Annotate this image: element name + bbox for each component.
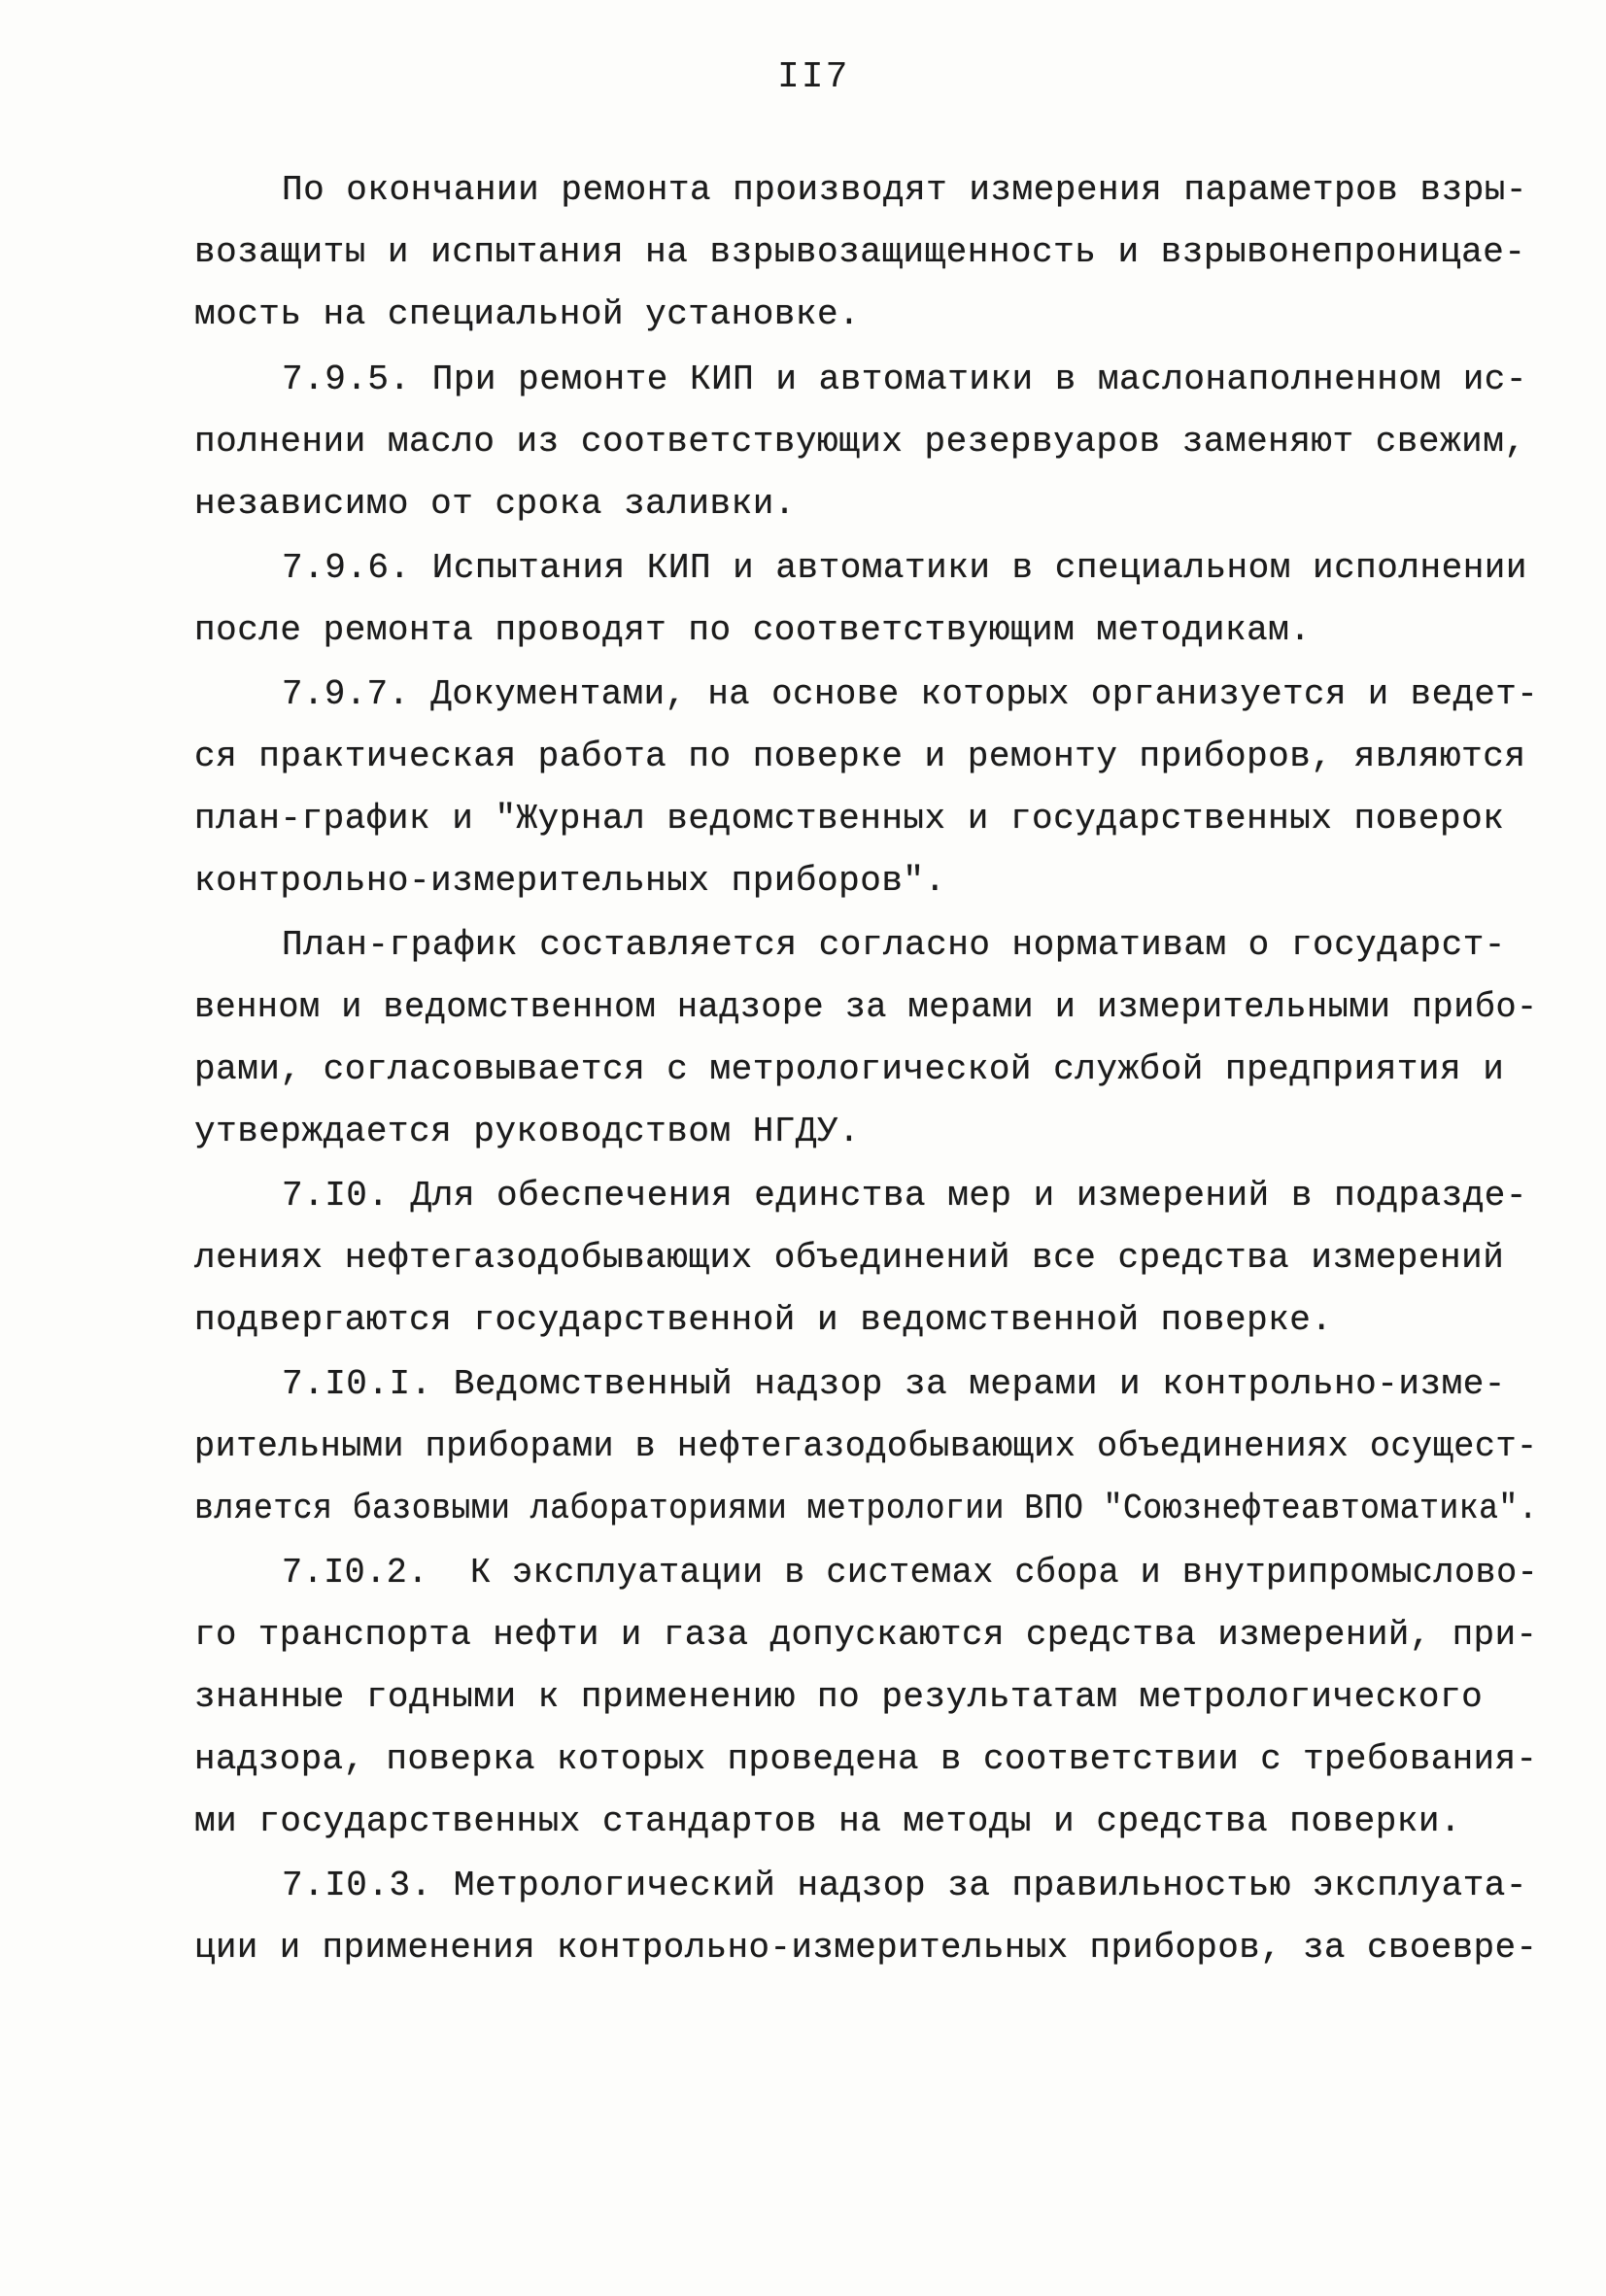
page-number: II7 <box>777 56 850 98</box>
text-line: ции и применения контрольно-измерительных приборов, за своевре- <box>194 1928 1538 1968</box>
text-line: 7.9.6. Испытания КИП и автоматики в специальном исполнении <box>282 548 1528 588</box>
text-line: рами, согласовывается с метрологической службой предприятия и <box>194 1049 1505 1089</box>
text-line: надзора, поверка которых проведена в соответствии с требования- <box>194 1739 1538 1779</box>
text-line: ми государственных стандартов на методы и средства поверки. <box>194 1801 1462 1841</box>
text-line: контрольно-измерительных приборов". <box>194 861 946 901</box>
text-line: план-график и "Журнал ведомственных и государственных поверок <box>194 799 1505 839</box>
text-line: 7.I0. Для обеспечения единства мер и измерений в подразде- <box>282 1176 1528 1216</box>
text-line: знанные годными к применению по результатам метрологического <box>194 1677 1484 1717</box>
text-line: ся практическая работа по поверке и ремонту приборов, являются <box>194 737 1526 776</box>
text-line: План-график составляется согласно нормативам о государст- <box>282 925 1506 965</box>
text-line: 7.9.7. Документами, на основе которых организуется и ведет- <box>282 674 1539 714</box>
text-line: мость на специальной установке. <box>194 294 861 334</box>
text-line: независимо от срока заливки. <box>194 484 796 524</box>
text-line: утверждается руководством НГДУ. <box>194 1112 861 1151</box>
text-line: 7.I0.3. Метрологический надзор за правильностью эксплуата- <box>282 1866 1528 1905</box>
text-line: вляется базовыми лабораториями метрологии ВПО "Союзнефтеавтоматика". <box>194 1489 1539 1528</box>
text-line: после ремонта проводят по соответствующим методикам. <box>194 610 1312 650</box>
text-line: венном и ведомственном надзоре за мерами и измерительными прибо- <box>194 987 1538 1027</box>
text-line: 7.9.5. При ремонте КИП и автоматики в маслонаполненном ис- <box>282 360 1528 399</box>
text-line: рительными приборами в нефтегазодобывающих объединениях осущест- <box>194 1426 1538 1466</box>
text-line: подвергаются государственной и ведомственной поверке. <box>194 1300 1333 1340</box>
text-line: го транспорта нефти и газа допускаются средства измерений, при- <box>194 1615 1538 1655</box>
text-line: полнении масло из соответствующих резервуаров заменяют свежим, <box>194 422 1526 462</box>
text-line: возащиты и испытания на взрывозащищенность и взрывонепроницае- <box>194 232 1526 272</box>
text-line: 7.I0.2. К эксплуатации в системах сбора и внутрипромыслово- <box>282 1553 1539 1593</box>
text-line: лениях нефтегазодобывающих объединений все средства измерений <box>194 1238 1505 1278</box>
text-line: По окончании ремонта производят измерения параметров взры- <box>282 170 1528 210</box>
text-line: 7.I0.I. Ведомственный надзор за мерами и контрольно-изме- <box>282 1364 1506 1404</box>
